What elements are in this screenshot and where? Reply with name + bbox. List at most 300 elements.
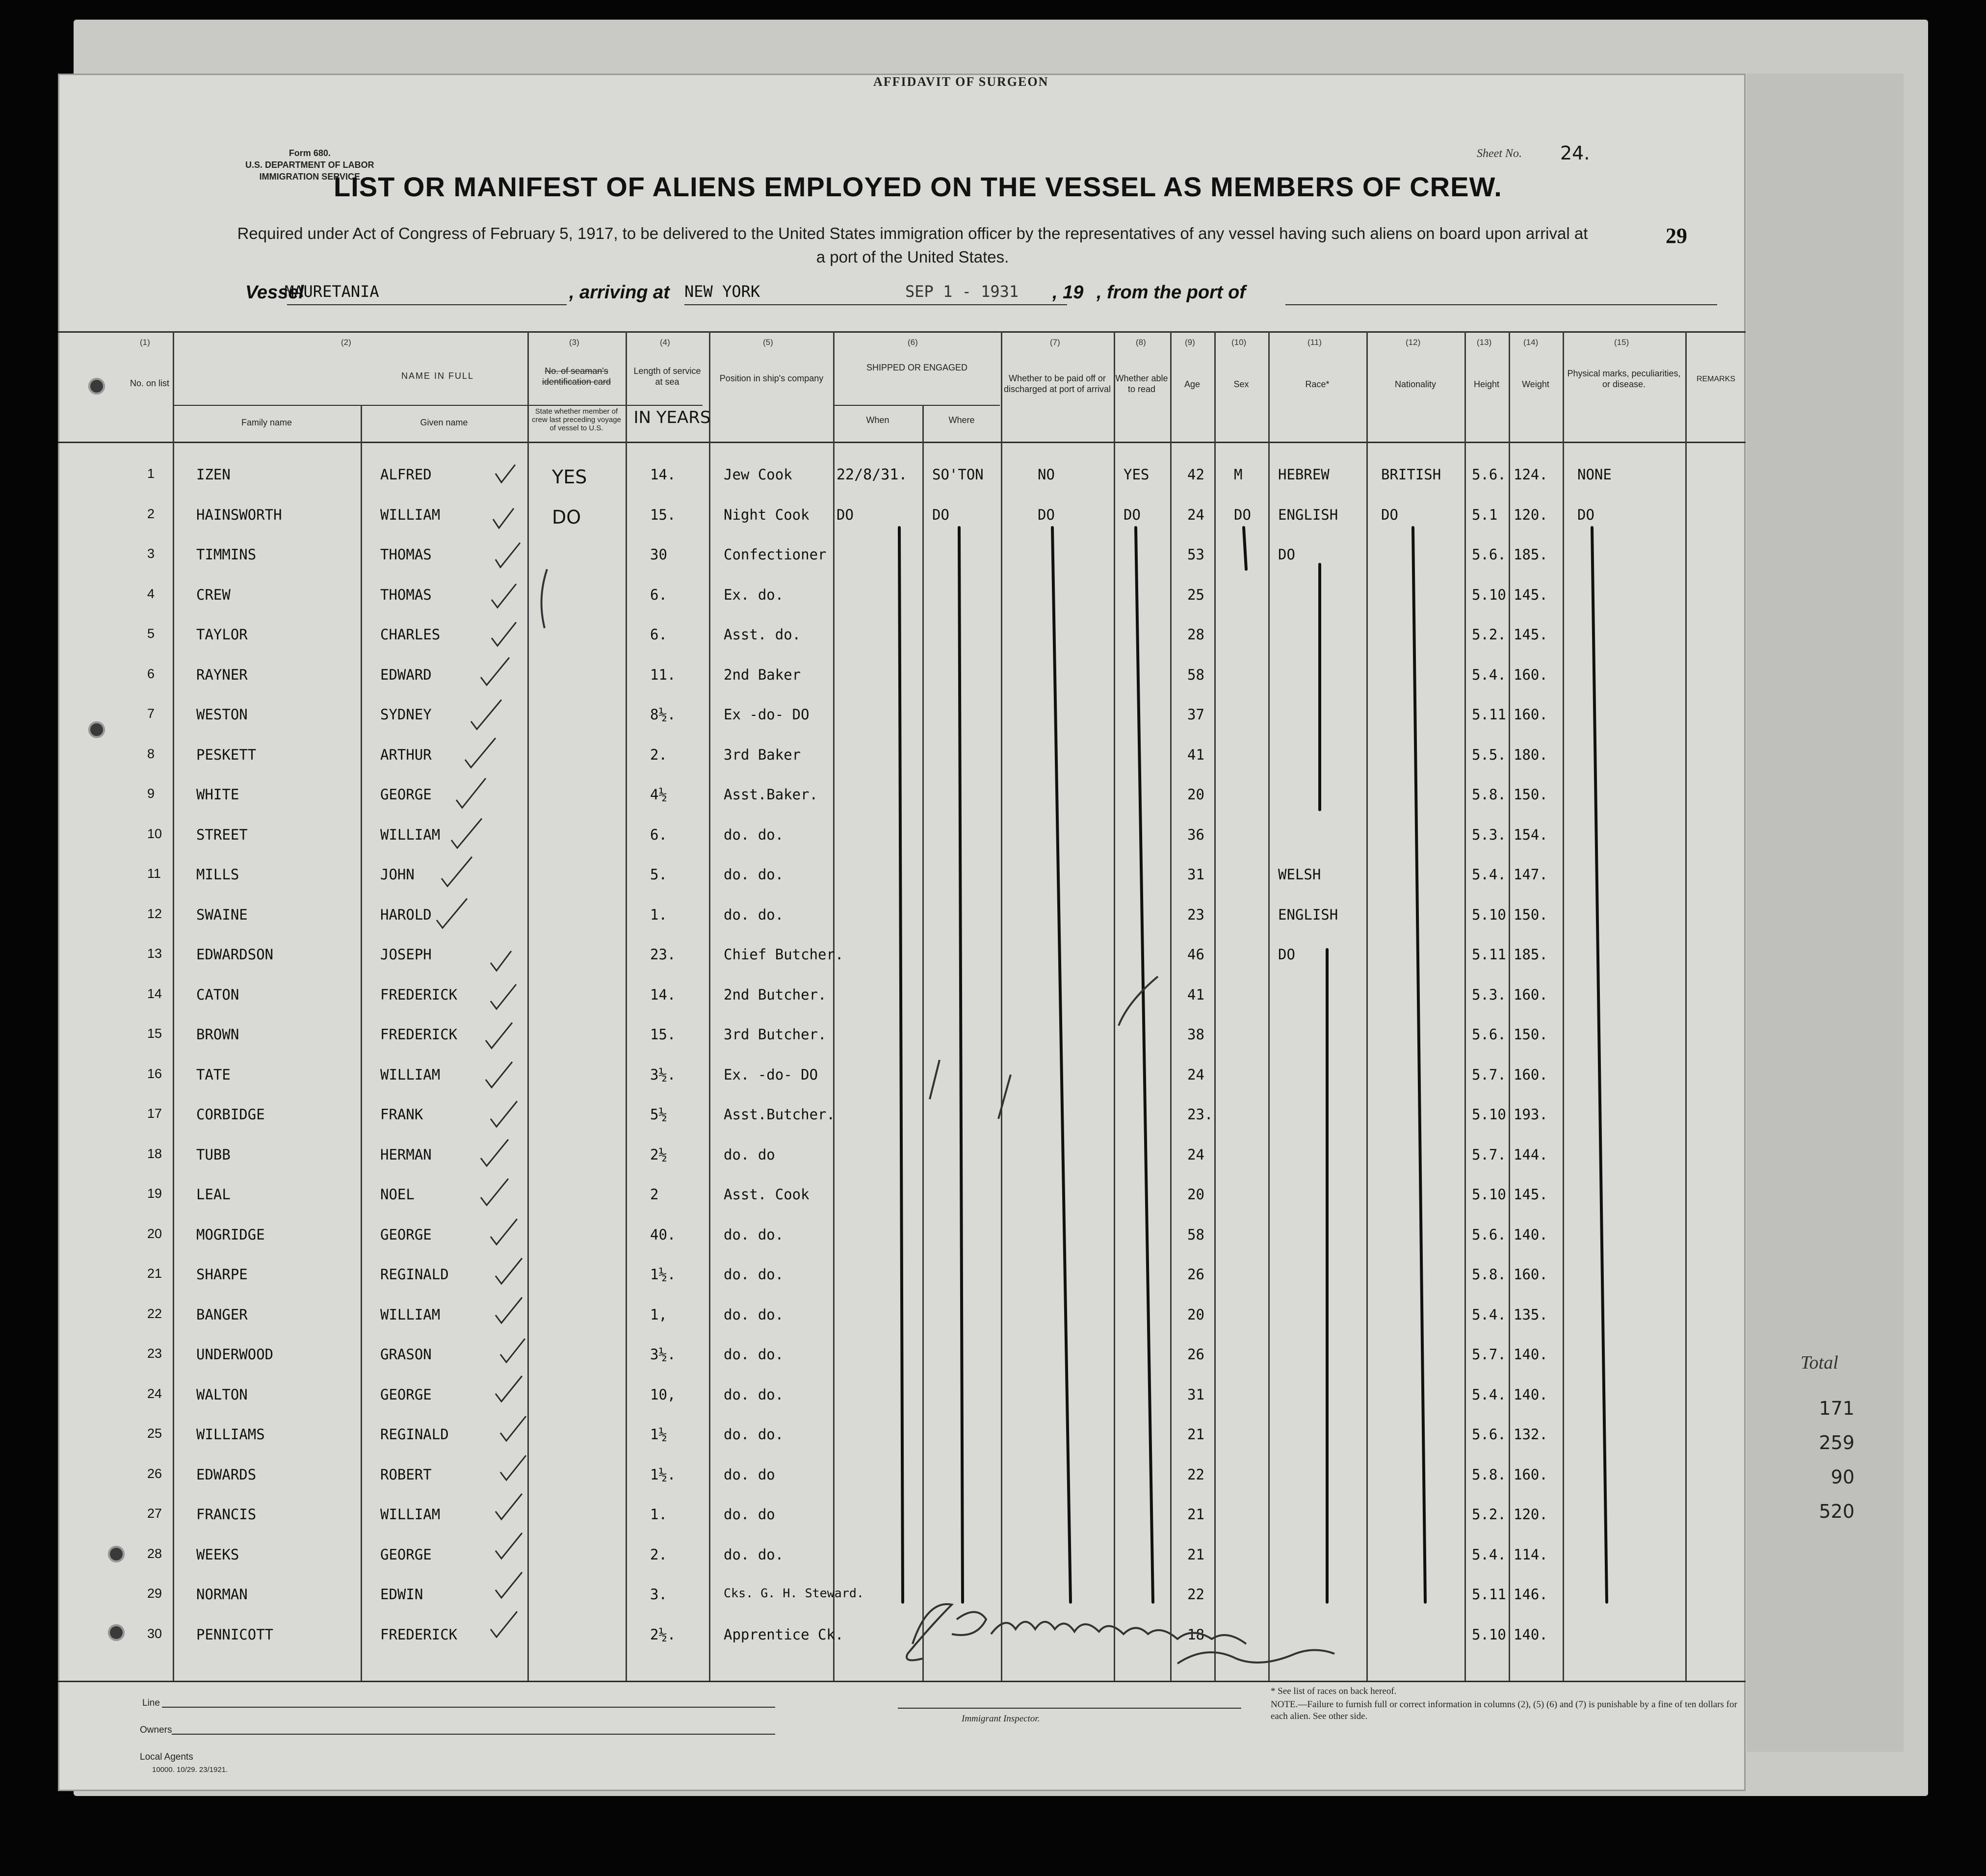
family-name: RAYNER — [196, 666, 248, 683]
race: DO — [1278, 946, 1295, 963]
given-name: CHARLES — [380, 626, 441, 643]
weight: 145. — [1514, 1186, 1548, 1203]
nationality: BRITISH — [1381, 466, 1441, 483]
height: 5.10 — [1472, 1186, 1506, 1203]
sheet-no-label: Sheet No. — [1477, 147, 1522, 160]
age: 36 — [1187, 826, 1204, 843]
length-of-service: 6. — [650, 826, 667, 843]
age: 25 — [1187, 586, 1204, 603]
given-name: ROBERT — [380, 1466, 432, 1483]
weight: 160. — [1514, 986, 1548, 1003]
position: Ex. -do- DO — [724, 1066, 818, 1083]
height: 5.4. — [1472, 1386, 1506, 1403]
given-name: WILLIAM — [380, 1506, 441, 1523]
hdr-id-card: No. of seaman's identification card — [542, 366, 611, 387]
hdr-name-in-full: NAME IN FULL — [401, 371, 474, 381]
given-name: WILLIAM — [380, 826, 441, 843]
length-of-service: 1½ — [650, 1426, 667, 1443]
weight: 140. — [1514, 1346, 1548, 1363]
given-name: THOMAS — [380, 546, 432, 563]
given-name: THOMAS — [380, 586, 432, 603]
height: 5.11 — [1472, 946, 1506, 963]
race: ENGLISH — [1278, 506, 1338, 523]
able-to-read: YES — [1124, 466, 1150, 483]
inspector-signature — [859, 1590, 1447, 1688]
position: 3rd Butcher. — [724, 1026, 827, 1043]
height: 5.10 — [1472, 1626, 1506, 1643]
row-number: 4 — [147, 586, 155, 601]
given-name: NOEL — [380, 1186, 415, 1203]
previous-voyage: DO — [552, 506, 581, 528]
ditto-line-marks — [1592, 528, 1607, 1602]
age: 22 — [1187, 1466, 1204, 1483]
row-number: 3 — [147, 546, 155, 561]
row-number: 30 — [147, 1626, 162, 1641]
family-name: TATE — [196, 1066, 231, 1083]
physical-marks: DO — [1577, 506, 1594, 523]
age: 37 — [1187, 706, 1204, 723]
weight: 146. — [1514, 1586, 1548, 1603]
length-of-service: 30 — [650, 546, 667, 563]
position: do. do. — [724, 826, 784, 843]
position: do. do. — [724, 1306, 784, 1323]
position: Chief Butcher. — [724, 946, 844, 963]
family-name: PESKETT — [196, 746, 257, 763]
race: WELSH — [1278, 866, 1321, 883]
position: Asst.Baker. — [724, 786, 818, 803]
age: 21 — [1187, 1546, 1204, 1563]
length-of-service: 6. — [650, 626, 667, 643]
age: 24 — [1187, 506, 1204, 523]
hdr-nationality: Nationality — [1394, 379, 1437, 389]
age: 20 — [1187, 786, 1204, 803]
ditto-line-sex — [1244, 528, 1246, 569]
document-title: LIST OR MANIFEST OF ALIENS EMPLOYED ON THE VESSEL AS MEMBERS OF CREW. — [334, 171, 1502, 202]
race: HEBREW — [1278, 466, 1330, 483]
age: 21 — [1187, 1426, 1204, 1443]
colnum-4: (4) — [660, 338, 670, 347]
family-name: IZEN — [196, 466, 231, 483]
row-number: 5 — [147, 626, 155, 641]
length-of-service: 10, — [650, 1386, 676, 1403]
height: 5.1 — [1472, 506, 1498, 523]
paid-off: DO — [1038, 506, 1055, 523]
height: 5.4. — [1472, 1546, 1506, 1563]
height: 5.7. — [1472, 1346, 1506, 1363]
row-number: 21 — [147, 1266, 162, 1281]
given-name: WILLIAM — [380, 506, 441, 523]
row-number: 15 — [147, 1026, 162, 1041]
given-name: GEORGE — [380, 1546, 432, 1563]
hdr-when: When — [866, 415, 889, 425]
position: Ex. do. — [724, 586, 784, 603]
family-name: WILLIAMS — [196, 1426, 265, 1443]
footer-line-rule — [162, 1707, 775, 1708]
paid-off: NO — [1038, 466, 1055, 483]
row-number: 6 — [147, 666, 155, 681]
height: 5.5. — [1472, 746, 1506, 763]
family-name: HAINSWORTH — [196, 506, 282, 523]
age: 23 — [1187, 906, 1204, 923]
age: 21 — [1187, 1506, 1204, 1523]
colnum-8: (8) — [1136, 338, 1146, 347]
height: 5.6. — [1472, 546, 1506, 563]
family-name: TUBB — [196, 1146, 231, 1163]
hdr-in-years: IN YEARS — [633, 408, 711, 427]
length-of-service: 3½. — [650, 1066, 676, 1083]
height: 5.6. — [1472, 466, 1506, 483]
height: 5.6. — [1472, 1226, 1506, 1243]
length-of-service: 2½. — [650, 1626, 676, 1643]
hdr-paid-off: Whether to be paid off or discharged at port of arrival — [1003, 373, 1111, 394]
family-name: MILLS — [196, 866, 239, 883]
position: Jew Cook — [724, 466, 792, 483]
given-name: WILLIAM — [380, 1306, 441, 1323]
family-name: TAYLOR — [196, 626, 248, 643]
row-number: 14 — [147, 986, 162, 1001]
check-marks — [437, 465, 526, 1637]
weight: 150. — [1514, 786, 1548, 803]
position: do. do — [724, 1466, 775, 1483]
age: 46 — [1187, 946, 1204, 963]
weight: 150. — [1514, 906, 1548, 923]
position: 3rd Baker — [724, 746, 801, 763]
given-name: FREDERICK — [380, 1626, 458, 1643]
position: do. do — [724, 1146, 775, 1163]
hdr-given-name: Given name — [420, 418, 468, 427]
length-of-service: 14. — [650, 466, 676, 483]
row-number: 24 — [147, 1386, 162, 1401]
length-of-service: 15. — [650, 506, 676, 523]
nationality: DO — [1381, 506, 1398, 523]
length-of-service: 1. — [650, 1506, 667, 1523]
given-name: WILLIAM — [380, 1066, 441, 1083]
family-name: SWAINE — [196, 906, 248, 923]
age: 42 — [1187, 466, 1204, 483]
previous-voyage: YES — [552, 466, 587, 488]
weight: 144. — [1514, 1146, 1548, 1163]
race: ENGLISH — [1278, 906, 1338, 923]
given-name: FRANK — [380, 1106, 423, 1123]
footer-line-label: Line — [142, 1698, 160, 1708]
ditto-line-read — [1136, 528, 1153, 1602]
given-name: JOSEPH — [380, 946, 432, 963]
row-number: 23 — [147, 1346, 162, 1361]
weight: 132. — [1514, 1426, 1548, 1443]
length-of-service: 3½. — [650, 1346, 676, 1363]
row-number: 10 — [147, 826, 162, 841]
vessel-name: MAURETANIA — [285, 282, 379, 301]
row-number: 26 — [147, 1466, 162, 1481]
age: 41 — [1187, 986, 1204, 1003]
row-number: 7 — [147, 706, 155, 721]
family-name: EDWARDSON — [196, 946, 274, 963]
weight: 145. — [1514, 626, 1548, 643]
colnum-12: (12) — [1406, 338, 1421, 347]
department-name: U.S. DEPARTMENT OF LABOR — [245, 160, 374, 170]
stray-pencil-marks — [542, 569, 1158, 1119]
colnum-13: (13) — [1477, 338, 1492, 347]
colnum-3: (3) — [569, 338, 579, 347]
position: Night Cook — [724, 506, 810, 523]
colnum-10: (10) — [1231, 338, 1247, 347]
hdr-length-service: Length of service at sea — [633, 366, 701, 387]
total-label: Total — [1801, 1352, 1838, 1373]
age: 41 — [1187, 746, 1204, 763]
race: DO — [1278, 546, 1295, 563]
age: 18 — [1187, 1626, 1204, 1643]
row-number: 20 — [147, 1226, 162, 1241]
colnum-1: (1) — [140, 338, 150, 347]
sex: DO — [1234, 506, 1251, 523]
height: 5.7. — [1472, 1146, 1506, 1163]
age: 58 — [1187, 1226, 1204, 1243]
length-of-service: 40. — [650, 1226, 676, 1243]
hdr-remarks: REMARKS — [1696, 375, 1736, 383]
hdr-able-read: Whether able to read — [1115, 373, 1168, 394]
given-name: SYDNEY — [380, 706, 432, 723]
affidavit-label: AFFIDAVIT OF SURGEON — [873, 75, 1049, 89]
given-name: FREDERICK — [380, 1026, 458, 1043]
colnum-6: (6) — [908, 338, 918, 347]
row-number: 27 — [147, 1506, 162, 1521]
age: 22 — [1187, 1586, 1204, 1603]
age: 20 — [1187, 1306, 1204, 1323]
colnum-5: (5) — [763, 338, 773, 347]
height: 5.11 — [1472, 1586, 1506, 1603]
given-name: ALFRED — [380, 466, 432, 483]
ditto-line-where — [959, 528, 963, 1602]
length-of-service: 3. — [650, 1586, 667, 1603]
row-number: 22 — [147, 1306, 162, 1321]
length-of-service: 1. — [650, 906, 667, 923]
inspector-label: Immigrant Inspector. — [962, 1714, 1040, 1724]
able-to-read: DO — [1124, 506, 1141, 523]
position: do. do. — [724, 906, 784, 923]
row-number: 16 — [147, 1066, 162, 1081]
row-number: 13 — [147, 946, 162, 961]
age: 58 — [1187, 666, 1204, 683]
given-name: GEORGE — [380, 1226, 432, 1243]
hdr-height: Height — [1473, 379, 1500, 389]
family-name: WEEKS — [196, 1546, 239, 1563]
length-of-service: 1½. — [650, 1466, 676, 1483]
family-name: CREW — [196, 586, 231, 603]
hdr-prev-voyage: State whether member of crew last preceding voyage of vessel to U.S. — [532, 407, 621, 432]
height: 5.8. — [1472, 1266, 1506, 1283]
given-name: REGINALD — [380, 1426, 449, 1443]
row-number: 29 — [147, 1586, 162, 1601]
family-name: TIMMINS — [196, 546, 257, 563]
position: Ex -do- DO — [724, 706, 810, 723]
length-of-service: 15. — [650, 1026, 676, 1043]
row-number: 17 — [147, 1106, 162, 1121]
family-name: UNDERWOOD — [196, 1346, 274, 1363]
height: 5.8. — [1472, 1466, 1506, 1483]
footer-print-code: 10000. 10/29. 23/1921. — [152, 1766, 228, 1774]
weight: 120. — [1514, 506, 1548, 523]
arriving-label: , arriving at — [569, 282, 670, 303]
position: do. do. — [724, 1266, 784, 1283]
family-name: CATON — [196, 986, 239, 1003]
shipped-when: 22/8/31. — [836, 466, 908, 483]
given-name: EDWIN — [380, 1586, 423, 1603]
position: 2nd Butcher. — [724, 986, 827, 1003]
weight: 160. — [1514, 1066, 1548, 1083]
footer-owners-rule — [172, 1734, 775, 1735]
row-number: 18 — [147, 1146, 162, 1161]
hdr-position: Position in ship's company — [719, 373, 824, 383]
service-name: IMMIGRATION SERVICE — [259, 172, 361, 182]
height: 5.2. — [1472, 626, 1506, 643]
shipped-when: DO — [836, 506, 854, 523]
age: 38 — [1187, 1026, 1204, 1043]
total-value: 90 — [1830, 1466, 1855, 1488]
hdr-sex: Sex — [1233, 379, 1249, 389]
family-name: EDWARDS — [196, 1466, 257, 1483]
age: 23. — [1187, 1106, 1213, 1123]
position: do. do — [724, 1506, 775, 1523]
height: 5.4. — [1472, 666, 1506, 683]
ditto-line-nationality — [1413, 528, 1425, 1602]
row-number: 2 — [147, 506, 155, 521]
row-number: 1 — [147, 466, 155, 481]
physical-marks: NONE — [1577, 466, 1612, 483]
height: 5.8. — [1472, 786, 1506, 803]
total-value: 171 — [1819, 1398, 1855, 1419]
family-name: MOGRIDGE — [196, 1226, 265, 1243]
weight: 114. — [1514, 1546, 1548, 1563]
age: 20 — [1187, 1186, 1204, 1203]
given-name: GEORGE — [380, 786, 432, 803]
sheet-no-value: 24. — [1560, 142, 1590, 164]
footer-agents-label: Local Agents — [140, 1752, 193, 1762]
length-of-service: 2. — [650, 1546, 667, 1563]
given-name: GRASON — [380, 1346, 432, 1363]
height: 5.10 — [1472, 1106, 1506, 1123]
row-number: 9 — [147, 786, 155, 801]
family-name: WALTON — [196, 1386, 248, 1403]
position: Asst.Butcher. — [724, 1106, 835, 1123]
weight: 160. — [1514, 1466, 1548, 1483]
hdr-shipped: SHIPPED OR ENGAGED — [866, 363, 968, 372]
weight: 185. — [1514, 546, 1548, 563]
given-name: ARTHUR — [380, 746, 432, 763]
length-of-service: 6. — [650, 586, 667, 603]
height: 5.3. — [1472, 826, 1506, 843]
position: do. do. — [724, 1226, 784, 1243]
date-stamp: SEP 1 - 1931 — [905, 282, 1019, 301]
length-of-service: 4½ — [650, 786, 667, 803]
given-name: GEORGE — [380, 1386, 432, 1403]
family-name: PENNICOTT — [196, 1626, 274, 1643]
row-number: 25 — [147, 1426, 162, 1441]
row-number: 28 — [147, 1546, 162, 1561]
length-of-service: 8½. — [650, 706, 676, 723]
given-name: JOHN — [380, 866, 415, 883]
colnum-11: (11) — [1307, 338, 1322, 347]
age: 26 — [1187, 1346, 1204, 1363]
weight: 150. — [1514, 1026, 1548, 1043]
family-name: LEAL — [196, 1186, 231, 1203]
row-number: 11 — [147, 866, 161, 881]
family-name: WESTON — [196, 706, 248, 723]
age: 28 — [1187, 626, 1204, 643]
weight: 160. — [1514, 666, 1548, 683]
row-number: 8 — [147, 746, 155, 761]
document-subtitle: Required under Act of Congress of February 5, 1917, to be delivered to the United States immigration officer by the representatives of any vessel having such aliens on board upon arrival at a port of the United States. — [237, 224, 1588, 266]
race-note: * See list of races on back hereof. — [1271, 1686, 1397, 1696]
given-name: EDWARD — [380, 666, 432, 683]
length-of-service: 2. — [650, 746, 667, 763]
from-port-label: , from the port of — [1097, 282, 1246, 303]
total-value: 259 — [1819, 1432, 1855, 1453]
height: 5.4. — [1472, 1306, 1506, 1323]
position: do. do. — [724, 1386, 784, 1403]
weight: 160. — [1514, 1266, 1548, 1283]
weight: 193. — [1514, 1106, 1548, 1123]
position: Asst. do. — [724, 626, 801, 643]
colnum-2: (2) — [341, 338, 351, 347]
shipped-where: DO — [932, 506, 949, 523]
colnum-15: (15) — [1614, 338, 1629, 347]
height: 5.7. — [1472, 1066, 1506, 1083]
given-name: REGINALD — [380, 1266, 449, 1283]
position: Confectioner — [724, 546, 827, 563]
hdr-where: Where — [948, 415, 975, 425]
arriving-port: NEW YORK — [684, 282, 760, 301]
family-name: NORMAN — [196, 1586, 248, 1603]
height: 5.10 — [1472, 586, 1506, 603]
weight: 145. — [1514, 586, 1548, 603]
length-of-service: 14. — [650, 986, 676, 1003]
age: 31 — [1187, 866, 1204, 883]
form-number: Form 680. — [288, 148, 331, 158]
sex: M — [1234, 466, 1243, 483]
given-name: HAROLD — [380, 906, 432, 923]
hdr-no-on-list: No. on list — [130, 378, 170, 388]
colnum-7: (7) — [1050, 338, 1060, 347]
age: 24 — [1187, 1146, 1204, 1163]
position: do. do. — [724, 1426, 784, 1443]
height: 5.2. — [1472, 1506, 1506, 1523]
position: Cks. G. H. Steward. — [724, 1586, 864, 1600]
position: Asst. Cook — [724, 1186, 810, 1203]
ditto-line-paid — [1052, 528, 1071, 1602]
colnum-14: (14) — [1523, 338, 1539, 347]
row-number: 19 — [147, 1186, 162, 1201]
inspector-rule — [898, 1708, 1241, 1709]
height: 5.11 — [1472, 706, 1506, 723]
weight: 147. — [1514, 866, 1548, 883]
age: 53 — [1187, 546, 1204, 563]
side-totals — [1796, 1391, 1855, 1529]
hdr-race: Race* — [1305, 379, 1330, 389]
hdr-physical: Physical marks, peculiarities, or disease. — [1567, 369, 1681, 389]
length-of-service: 1½. — [650, 1266, 676, 1283]
height: 5.3. — [1472, 986, 1506, 1003]
hdr-weight: Weight — [1522, 379, 1549, 389]
age: 31 — [1187, 1386, 1204, 1403]
position: do. do. — [724, 1346, 784, 1363]
height: 5.6. — [1472, 1026, 1506, 1043]
family-name: BROWN — [196, 1026, 239, 1043]
family-name: FRANCIS — [196, 1506, 257, 1523]
weight: 160. — [1514, 706, 1548, 723]
length-of-service: 5½ — [650, 1106, 667, 1123]
weight: 140. — [1514, 1626, 1548, 1643]
given-name: HERMAN — [380, 1146, 432, 1163]
